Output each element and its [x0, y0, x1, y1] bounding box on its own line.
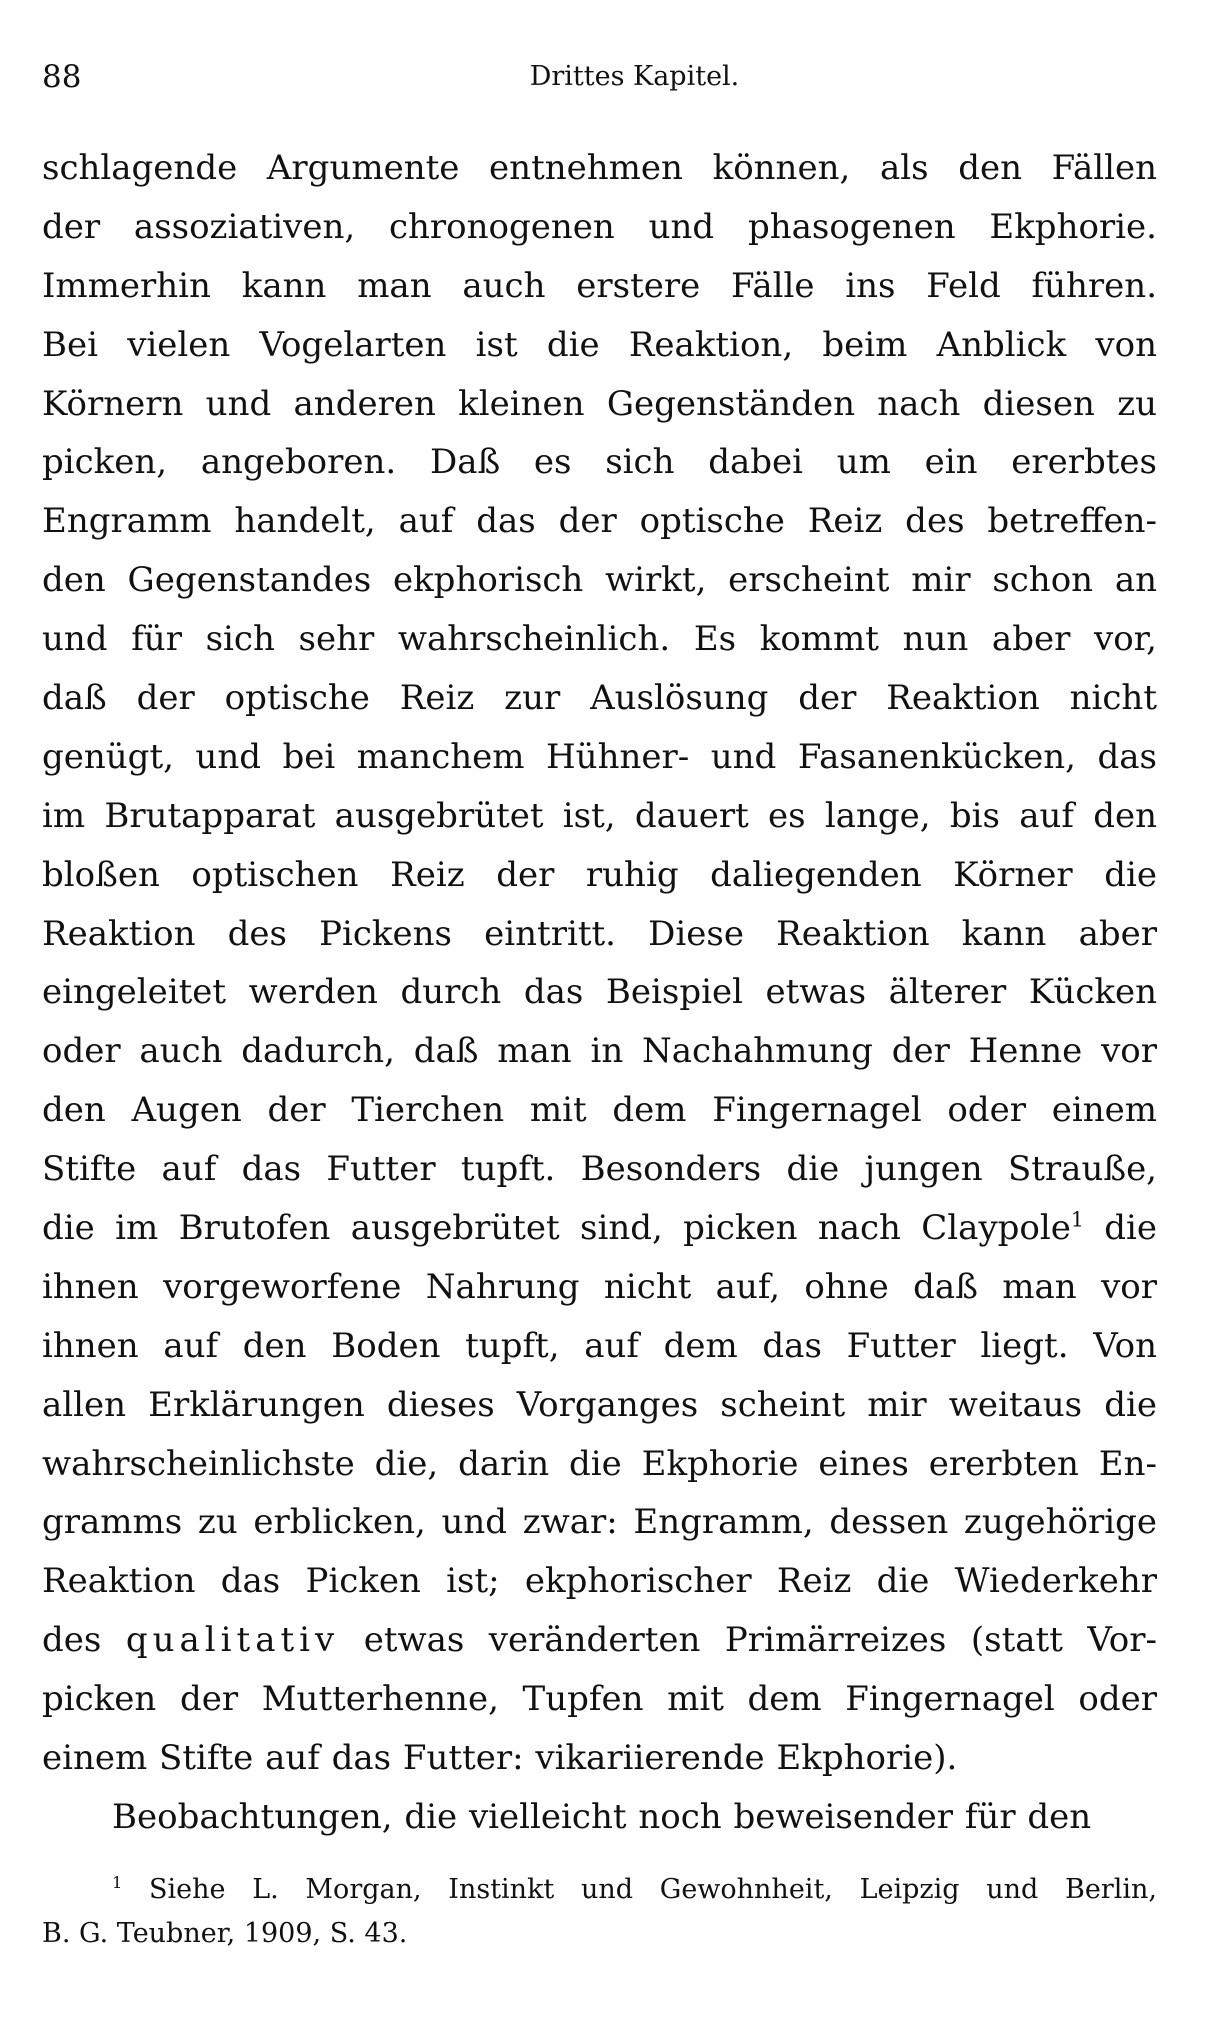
text-line: ihnen auf den Boden tupft, auf dem das Futter liegt. Von — [42, 1325, 1157, 1366]
text-line: allen Erklärungen dieses Vorganges scheint mir weitaus die — [42, 1384, 1157, 1425]
text-line: den Augen der Tierchen mit dem Fingernagel oder einem — [42, 1090, 1157, 1131]
text-line: bloßen optischen Reiz der ruhig daliegenden Körner die — [42, 854, 1157, 895]
text-line: Reaktion des Pickens eintritt. Diese Reaktion kann aber — [42, 913, 1157, 954]
text-line — [42, 1611, 1157, 1670]
footnote-text: Siehe L. Morgan, Instinkt und Gewohnheit, Leipzig und Berlin, — [122, 1874, 1157, 1905]
text-line: Reaktion das Picken ist; ekphorischer Reiz die Wiederkehr — [42, 1561, 1157, 1602]
body-text — [42, 139, 1157, 1847]
text-line: und für sich sehr wahrscheinlich. Es kommt nun aber vor, — [42, 619, 1157, 660]
text-line: oder auch dadurch, daß man in Nachahmung der Henne vor — [42, 1031, 1157, 1072]
text-line: einem Stifte auf das Futter: vikariierende Ekphorie). — [42, 1738, 958, 1779]
text-line: Stifte auf das Futter tupft. Besonders die jungen Strauße, — [42, 1149, 1157, 1190]
text-line: Bei vielen Vogelarten ist die Reaktion, beim Anblick von — [42, 324, 1157, 365]
text-line: den Gegenstandes ekphorisch wirkt, erscheint mir schon an — [42, 560, 1157, 601]
text-segment: des — [42, 1620, 126, 1661]
text-segment: etwas veränderten Primärreizes (statt Vor- — [339, 1620, 1157, 1661]
footnote-reference: 1 — [1070, 1207, 1084, 1232]
text-segment: die im Brutofen ausgebrütet sind, picken nach Claypole — [42, 1208, 1071, 1249]
text-line: im Brutapparat ausgebrütet ist, dauert es lange, bis auf den — [42, 795, 1157, 836]
chapter-title: Drittes Kapitel. — [529, 61, 740, 92]
text-line: der assoziativen, chronogenen und phasogenen Ekphorie. — [42, 206, 1157, 247]
page-number: 88 — [42, 59, 82, 95]
footnote — [42, 1868, 1157, 1956]
text-line: gramms zu erblicken, und zwar: Engramm, dessen zugehörige — [42, 1502, 1157, 1543]
text-line: daß der optische Reiz zur Auslösung der Reaktion nicht — [42, 678, 1157, 719]
text-line: picken der Mutterhenne, Tupfen mit dem Fingernagel oder — [42, 1679, 1157, 1720]
text-line: wahrscheinlichste die, darin die Ekphorie eines ererbten En- — [42, 1443, 1157, 1484]
text-line: Immerhin kann man auch erstere Fälle ins Feld führen. — [42, 265, 1157, 306]
footnote-line: B. G. Teubner, 1909, S. 43. — [42, 1918, 408, 1949]
text-line: schlagende Argumente entnehmen können, als den Fällen — [42, 148, 1157, 188]
text-line: genügt, und bei manchem Hühner- und Fasanenkücken, das — [42, 736, 1157, 777]
paragraph-start-line: Beobachtungen, die vielleicht noch beweisender für den — [112, 1796, 1092, 1837]
emphasized-word: qualitativ — [125, 1620, 340, 1661]
text-line — [42, 1199, 1157, 1258]
text-line: Körnern und anderen kleinen Gegenständen nach diesen zu — [42, 383, 1157, 424]
text-line: picken, angeboren. Daß es sich dabei um ein ererbtes — [42, 442, 1157, 483]
text-line: ihnen vorgeworfene Nahrung nicht auf, ohne daß man vor — [42, 1266, 1157, 1307]
running-head — [42, 52, 1157, 102]
footnote-marker: 1 — [112, 1873, 123, 1892]
text-line: Engramm handelt, auf das der optische Reiz des betreffen- — [42, 501, 1157, 542]
footnote-line — [42, 1868, 1157, 1912]
text-segment: die — [1083, 1208, 1157, 1249]
text-line: eingeleitet werden durch das Beispiel etwas älterer Kücken — [42, 972, 1157, 1013]
